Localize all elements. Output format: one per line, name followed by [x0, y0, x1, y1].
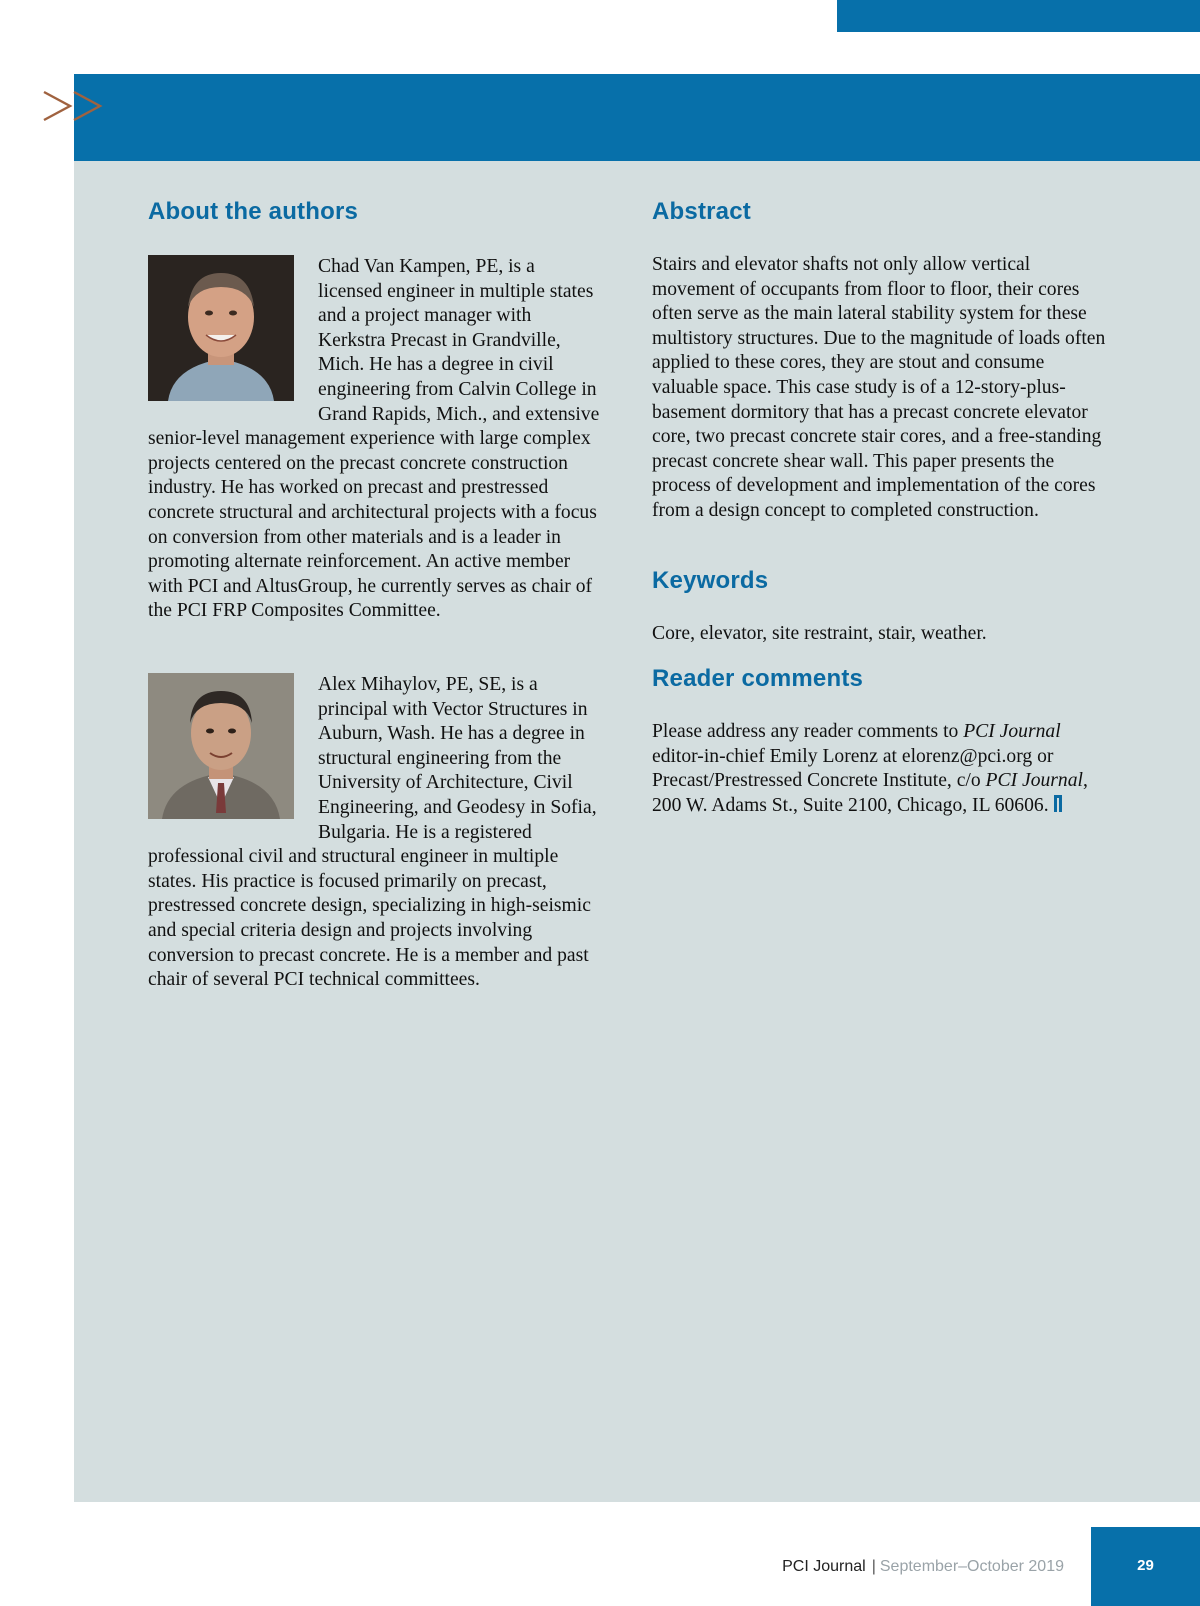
- reader-comments-text: [652, 720, 1114, 818]
- author-photo-chad-van-kampen: [148, 255, 294, 401]
- footer-journal: PCI Journal: [782, 1558, 866, 1575]
- about-authors-heading: About the authors: [148, 198, 359, 225]
- author-1-block: [148, 255, 603, 624]
- top-color-tab: [837, 0, 1200, 32]
- author-2-bio: Alex Mihaylov, PE, SE, is a principal with Vector Structures in Auburn, Wash. He has a degree in structural engineering from the University of Architecture, Civil Engineering, and Geodesy in Sofia, Bulgaria. He is a registered professional civil and structural engineer in multiple states. His practice is focused primarily on precast, prestressed concrete design, specializing in high-seismic and special criteria design and projects involving conversion to precast concrete. He is a member and past chair of several PCI technical committees.: [148, 674, 597, 991]
- abstract-heading: Abstract: [652, 198, 751, 225]
- author-2-block: [148, 673, 603, 993]
- footer-separator: |: [871, 1558, 876, 1575]
- header-band: [74, 74, 1200, 161]
- double-chevron-right-icon: [40, 86, 110, 130]
- keywords-text: Core, elevator, site restraint, stair, weather.: [652, 623, 987, 644]
- page-number: 29: [1137, 1557, 1154, 1574]
- journal-name-italic: PCI Journal: [985, 770, 1083, 792]
- reader-comments-part1: Please address any reader comments to: [652, 721, 964, 742]
- reader-comments-part3: , 200 W. Adams St., Suite 2100, Chicago, IL 60606.: [652, 770, 1088, 816]
- journal-name-italic: PCI Journal: [963, 721, 1061, 742]
- abstract-text: Stairs and elevator shafts not only allow vertical movement of occupants from floor to floor, their cores often serve as the main lateral stability system for these multistory structures. Due to the magnitude of loads often applied to these cores, they are stout and consume valuable space. This case study is of a 12-story-plus-basement dormitory that has a precast concrete elevator core, two precast concrete stair cores, and a free-standing precast concrete shear wall. This paper presents the process of development and implementation of the cores from a design concept to completed construction.: [652, 254, 1106, 521]
- author-photo-alex-mihaylov: [148, 673, 294, 819]
- reader-comments-part2: editor-in-chief Emily Lorenz at elorenz@pci.org or Precast/Prestressed Concrete Institute, c/o: [652, 745, 1054, 792]
- footer-date: September–October 2019: [879, 1558, 1064, 1575]
- author-1-bio: Chad Van Kampen, PE, is a licensed engineer in multiple states and a project manager with Kerkstra Precast in Grandville, Mich. He has a degree in civil engineering from Calvin College in Grand Rapids, Mich., and extensive senior-level management experience with large complex projects centered on the precast concrete construction industry. He has worked on precast and prestressed concrete structural and architectural projects with a focus on conversion from other materials and is a leader in promoting alternate reinforcement. An active member with PCI and AltusGroup, he currently serves as chair of the PCI FRP Composites Committee.: [148, 256, 600, 622]
- end-of-article-icon: [1054, 795, 1062, 812]
- keywords-heading: Keywords: [652, 567, 769, 594]
- footer-running-text: [782, 1558, 1064, 1576]
- reader-comments-heading: Reader comments: [652, 665, 864, 692]
